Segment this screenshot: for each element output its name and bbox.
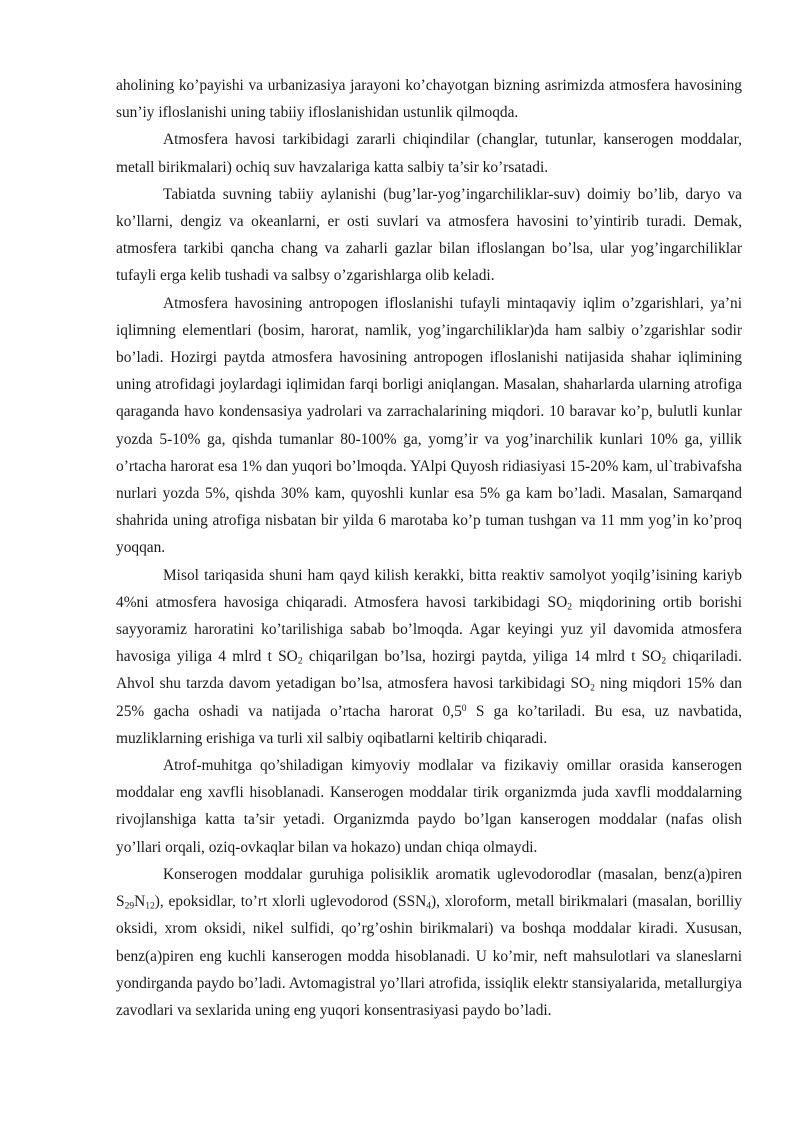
text-run: N — [134, 893, 146, 911]
subscript: 12 — [145, 900, 155, 912]
text-run: ), xloroform, metall birikmalari (masalan, borilliy oksidi, xrom oksidi, nikel sulfidi, qo’rg’oshin birikmalari) va boshqa moddalar kiradi. Xususan, benz(a)piren eng kuchli kanserogen modda hisoblanadi. U ko’mir, neft mahsulotlari va slaneslarni yondirganda paydo bo’ladi. Avtomagistral yo’llari atrofida, issiqlik elektr stansiyalarida, metallurgiya zavodlari va sexlarida uning eng yuqori konsentrasiyasi paydo bo’ladi. — [116, 893, 742, 1019]
document-body — [116, 72, 742, 1024]
paragraph-2 — [116, 126, 742, 180]
subscript: 4 — [426, 900, 432, 912]
text-run: Atmosfera havosining antropogen ifloslanishi tufayli mintaqaviy iqlim o’zgarishlari, ya’ni iqlimning elementlari (bosim, harorat, namlik, yog’ingarchiliklar)da ham salbiy o’zgarishlar sodir bo’ladi. Hozirgi paytda atmosfera havosining antropogen ifloslanishi natijasida shahar iqlimining uning atrofidagi joylardagi iqlimidan farqi borligi aniqlangan. Masalan, shaharlarda ularning atrofiga qaraganda havo kondensasiya yadrolari va zarrachalarining miqdori. 10 baravar ko’p, bulutli kunlar yozda 5-10% ga, qishda tumanlar 80-100% ga, yomg’ir va yog’inarchilik kunlari 10% ga, yillik o’rtacha harorat esa 1% dan yuqori bo’lmoqda. YAlpi Quyosh ridiasiyasi 15-20% kam, ul`trabivafsha nurlari yozda 5%, qishda 30% kam, quyoshli kunlar esa 5% ga kam bo’ladi. Masalan, Samarqand shahrida uning atrofiga nisbatan bir yilda 6 marotaba ko’p tuman tushgan va 11 mm yog’in ko’proq yoqqan. — [116, 294, 742, 557]
paragraph-1 — [116, 72, 742, 126]
text-run: Tabiatda suvning tabiiy aylanishi (bug’lar-yog’ingarchiliklar-suv) doimiy bo’lib, daryo va ko’llarni, dengiz va okeanlarni, er osti suvlari va atmosfera havosini to’yintirib turadi. Demak, atmosfera tarkibi qancha chang va zaharli gazlar bilan ifloslangan bo’lsa, ular yog’ingarchiliklar tufayli erga kelib tushadi va salbsy o’zgarishlarga olib keladi. — [116, 185, 742, 285]
text-run: Atrof-muhitga qo’shiladigan kimyoviy modlalar va fizikaviy omillar orasida kanserogen moddalar eng xavfli hisoblanadi. Kanserogen moddalar tirik organizmda juda xavfli moddalarning rivojlanshiga katta ta’sir yetadi. Organizmda paydo bo’lgan kanserogen moddalar (nafas olish yo’llari orqali, oziq-ovkaqlar bilan va hokazo) undan chiqa olmaydi. — [116, 757, 742, 856]
paragraph-4 — [116, 290, 742, 562]
paragraph-5 — [116, 562, 742, 752]
text-run: ), epoksidlar, to’rt xlorli uglevodorod (SSN — [154, 893, 427, 911]
text-run: aholining ko’payishi va urbanizasiya jarayoni ko’chayotgan bizning asrimizda atmosfera havosining sun’iy ifloslanishi uning tabiiy ifloslanishidan ustunlik qilmoqda. — [116, 77, 742, 122]
text-run: miqdorining ortib borishi sayyoramiz haroratini ko’tarilishiga sabab bo’lmoqda. Agar keyingi yuz yil davomida atmosfera havosiga yiliga 4 mlrd t SO — [116, 593, 742, 666]
subscript: 2 — [590, 682, 595, 694]
subscript: 29 — [124, 900, 135, 912]
text-run: ning miqdori 15% dan 25% gacha oshadi va natijada o’rtacha harorat 0,5 — [116, 675, 742, 720]
subscript: 2 — [297, 655, 303, 667]
text-run: S ga ko’tariladi. Bu esa, uz navbatida, muzliklarning erishiga va turli xil salbiy oqibatlarni keltirib chiqaradi. — [116, 702, 742, 747]
subscript: 2 — [567, 601, 572, 613]
paragraph-6 — [116, 752, 742, 861]
paragraph-3 — [116, 181, 742, 290]
subscript: 2 — [661, 655, 667, 667]
paragraph-7 — [116, 861, 742, 1024]
text-run: chiqarilgan bo’lsa, hozirgi paytda, yiliga 14 mlrd t SO — [302, 648, 662, 666]
superscript: 0 — [461, 702, 467, 714]
text-run: Konserogen moddalar guruhiga polisiklik aromatik uglevodorodlar (masalan, benz(a)piren S — [116, 865, 742, 911]
text-run: Atmosfera havosi tarkibidagi zararli chiqindilar (changlar, tutunlar, kanserogen moddalar, metall birikmalari) ochiq suv havzalariga katta salbiy ta’sir ko’rsatadi. — [116, 131, 742, 176]
text-run: chiqariladi. Ahvol shu tarzda davom yetadigan bo’lsa, atmosfera havosi tarkibidagi SO — [116, 648, 742, 693]
text-run: Misol tariqasida shuni ham qayd kilish kerakki, bitta reaktiv samolyot yoqilg’isining kariyb 4%ni atmosfera havosiga chiqaradi. Atmosfera havosi tarkibidagi SO — [116, 566, 742, 611]
